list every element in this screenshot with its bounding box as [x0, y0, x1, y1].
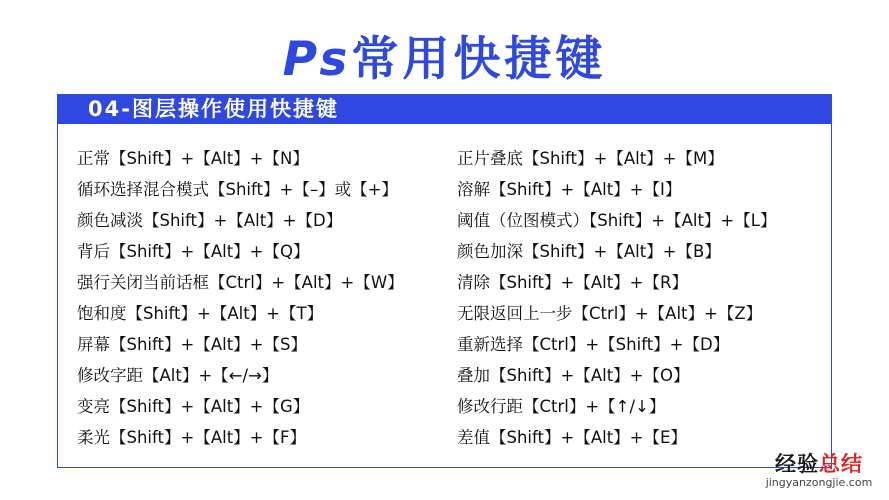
shortcut-list-right — [457, 143, 776, 453]
watermark-name — [760, 452, 878, 476]
shortcut-item: 差值【Shift】+【Alt】+【E】 — [457, 428, 687, 447]
shortcut-item: 颜色减淡【Shift】+【Alt】+【D】 — [77, 211, 343, 230]
watermark-name-red: 总结 — [819, 452, 863, 476]
shortcut-item: 柔光【Shift】+【Alt】+【F】 — [77, 428, 306, 447]
shortcut-item: 重新选择【Ctrl】+【Shift】+【D】 — [457, 335, 730, 354]
shortcut-item: 正常【Shift】+【Alt】+【N】 — [77, 149, 309, 168]
shortcut-item: 循环选择混合模式【Shift】+【–】或【+】 — [77, 180, 398, 199]
shortcut-item: 背后【Shift】+【Alt】+【Q】 — [77, 242, 310, 261]
title-prefix: Ps — [282, 32, 352, 87]
watermark-url: jingyanzongjie.com — [765, 476, 873, 489]
shortcut-item: 无限返回上一步【Ctrl】+【Alt】+【Z】 — [457, 304, 763, 323]
shortcut-item: 变亮【Shift】+【Alt】+【G】 — [77, 397, 310, 416]
shortcut-item: 清除【Shift】+【Alt】+【R】 — [457, 273, 688, 292]
shortcut-item: 屏幕【Shift】+【Alt】+【S】 — [77, 335, 307, 354]
shortcut-item: 修改行距【Ctrl】+【↑/↓】 — [457, 397, 666, 416]
shortcut-item: 阈值（位图模式）【Shift】+【Alt】+【L】 — [457, 211, 777, 230]
section-title: 04-图层操作使用快捷键 — [88, 97, 339, 121]
page-title — [0, 32, 889, 88]
shortcut-item: 颜色加深【Shift】+【Alt】+【B】 — [457, 242, 721, 261]
title-main: 常用快捷键 — [351, 32, 607, 87]
watermark-name-black: 经验 — [775, 452, 819, 476]
shortcut-item: 修改字距【Alt】+【←/→】 — [77, 366, 279, 385]
shortcut-item: 正片叠底【Shift】+【Alt】+【M】 — [457, 149, 724, 168]
watermark-logo — [760, 452, 878, 490]
shortcut-item: 叠加【Shift】+【Alt】+【O】 — [457, 366, 690, 385]
shortcut-item: 饱和度【Shift】+【Alt】+【T】 — [77, 304, 324, 323]
shortcut-item: 溶解【Shift】+【Alt】+【I】 — [457, 180, 682, 199]
shortcut-item: 强行关闭当前话框【Ctrl】+【Alt】+【W】 — [77, 273, 404, 292]
shortcut-list-left — [77, 143, 404, 453]
